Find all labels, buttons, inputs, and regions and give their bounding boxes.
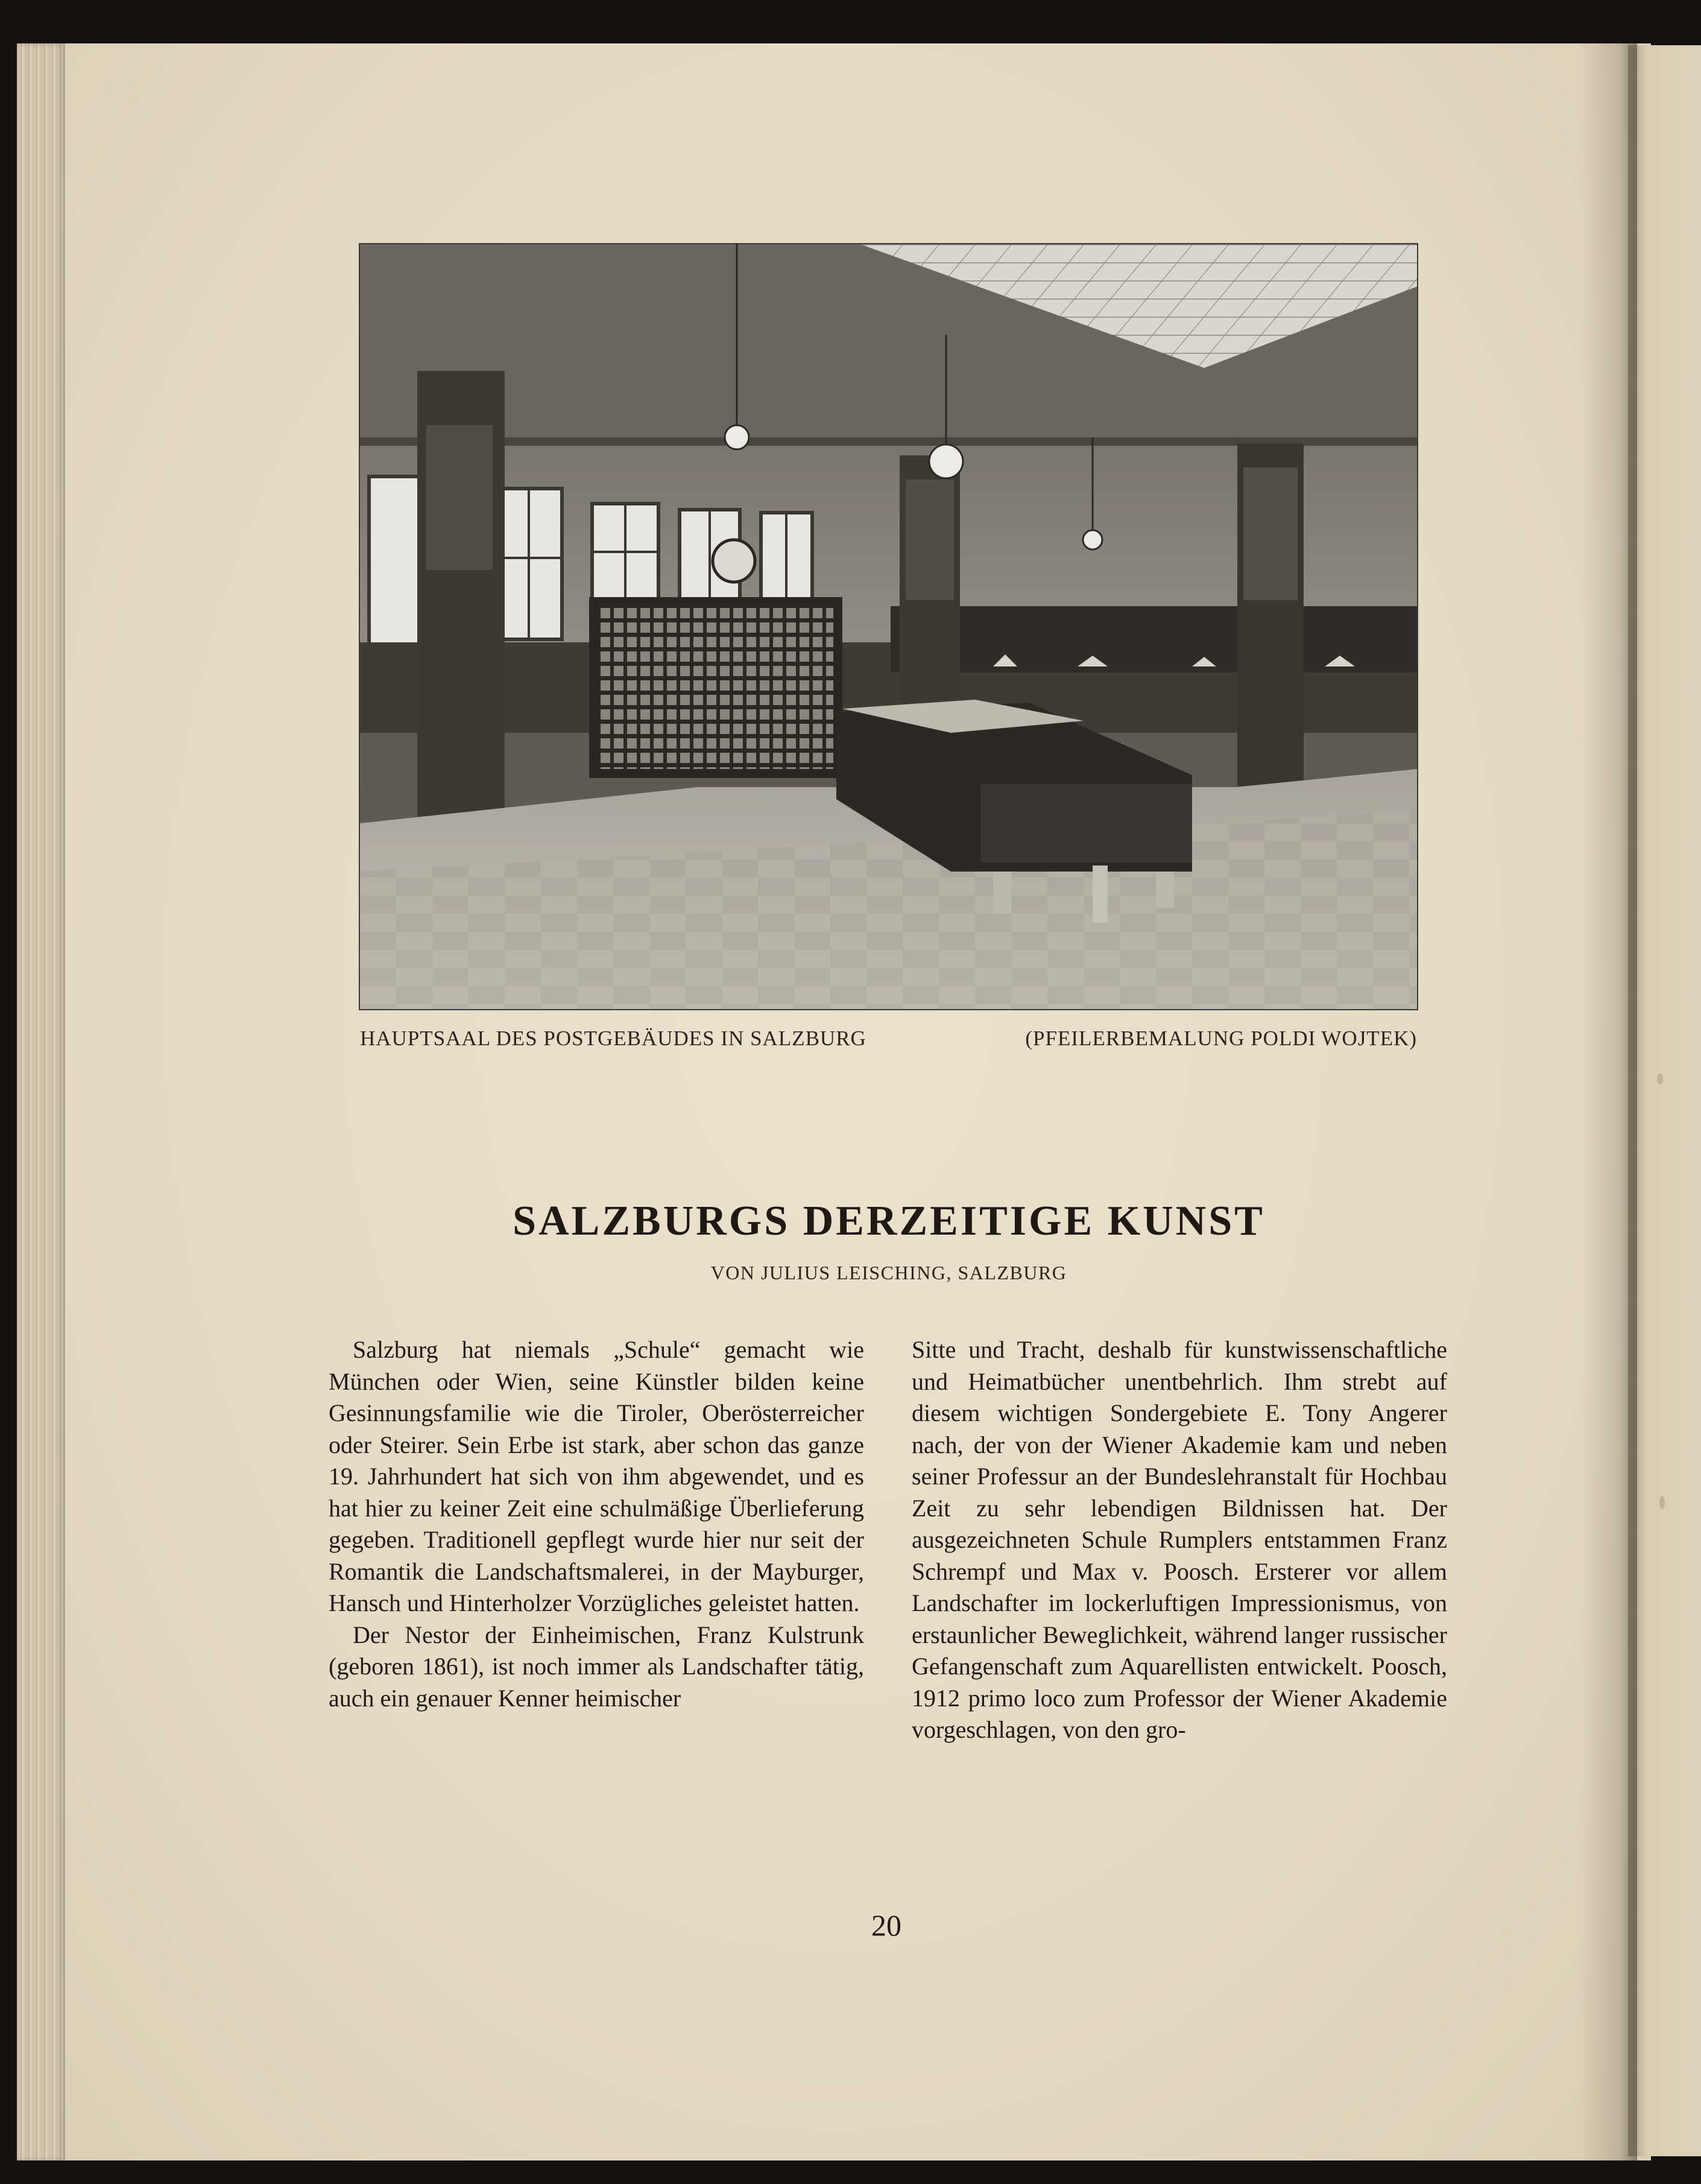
hall-photo-illustration xyxy=(360,244,1417,1009)
article-title: SALZBURGS DERZEITIGE KUNST xyxy=(513,1198,1265,1244)
paragraph: Salzburg hat niemals „Schule“ gemacht wie München oder Wien, seine Künstler bilden keine Gesinnungsfamilie wie die Tiroler, Oberösterreicher oder Steirer. Sein Erbe ist stark, aber schon das ganze 19. Jahrhundert hat sich von ihm abgewendet, und es hat hier zu keiner Zeit eine schulmäßige Überlieferung gegeben. Traditionell gepflegt wurde hier nur seit der Romantik die Landschaftsmalerei, in der Mayburger, Hansch und Hinterholzer Vorzügliches geleistet hatten. xyxy=(329,1336,864,1616)
paper-blemish xyxy=(1659,1496,1665,1509)
hall-photograph xyxy=(360,244,1417,1009)
page-edges xyxy=(17,43,65,2160)
photo-credit: (PFEILERBEMALUNG POLDI WOJTEK) xyxy=(1025,1027,1417,1050)
photo-caption: HAUPTSAAL DES POSTGEBÄUDES IN SALZBURG xyxy=(360,1027,866,1050)
text-column-left xyxy=(329,1334,864,1714)
page-number: 20 xyxy=(871,1908,901,1942)
facing-page-edge xyxy=(1628,45,1701,2156)
text-column-right xyxy=(912,1334,1447,1746)
paragraph: Der Nestor der Einheimischen, Franz Kulstrunk (geboren 1861), ist noch immer als Landschafter tätig, auch ein genauer Kenner heimischer xyxy=(329,1621,864,1712)
article-byline: VON JULIUS LEISCHING, SALZBURG xyxy=(710,1262,1067,1283)
gutter-shadow xyxy=(1580,43,1637,2160)
paper-blemish xyxy=(1657,1074,1663,1084)
paragraph: Sitte und Tracht, deshalb für kunstwissenschaftliche und Heimatbücher unentbehrlich. Ihm strebt auf diesem wichtigen Sondergebiete E. Tony Angerer nach, der von der Wiener Akademie kam und neben seiner Professur an der Bundeslehranstalt für Hochbau Zeit zu sehr lebendigen Bildnissen hat. Der ausgezeichneten Schule Rumplers entstammen Franz Schrempf und Max v. Poosch. Ersterer vor allem Landschafter im lockerluftigen Impressionismus, von erstaunlicher Beweglichkeit, während langer russischer Gefangenschaft zum Aquarellisten entwickelt. Poosch, 1912 primo loco zum Professor der Wiener Akademie vorgeschlagen, von den gro- xyxy=(912,1336,1447,1743)
